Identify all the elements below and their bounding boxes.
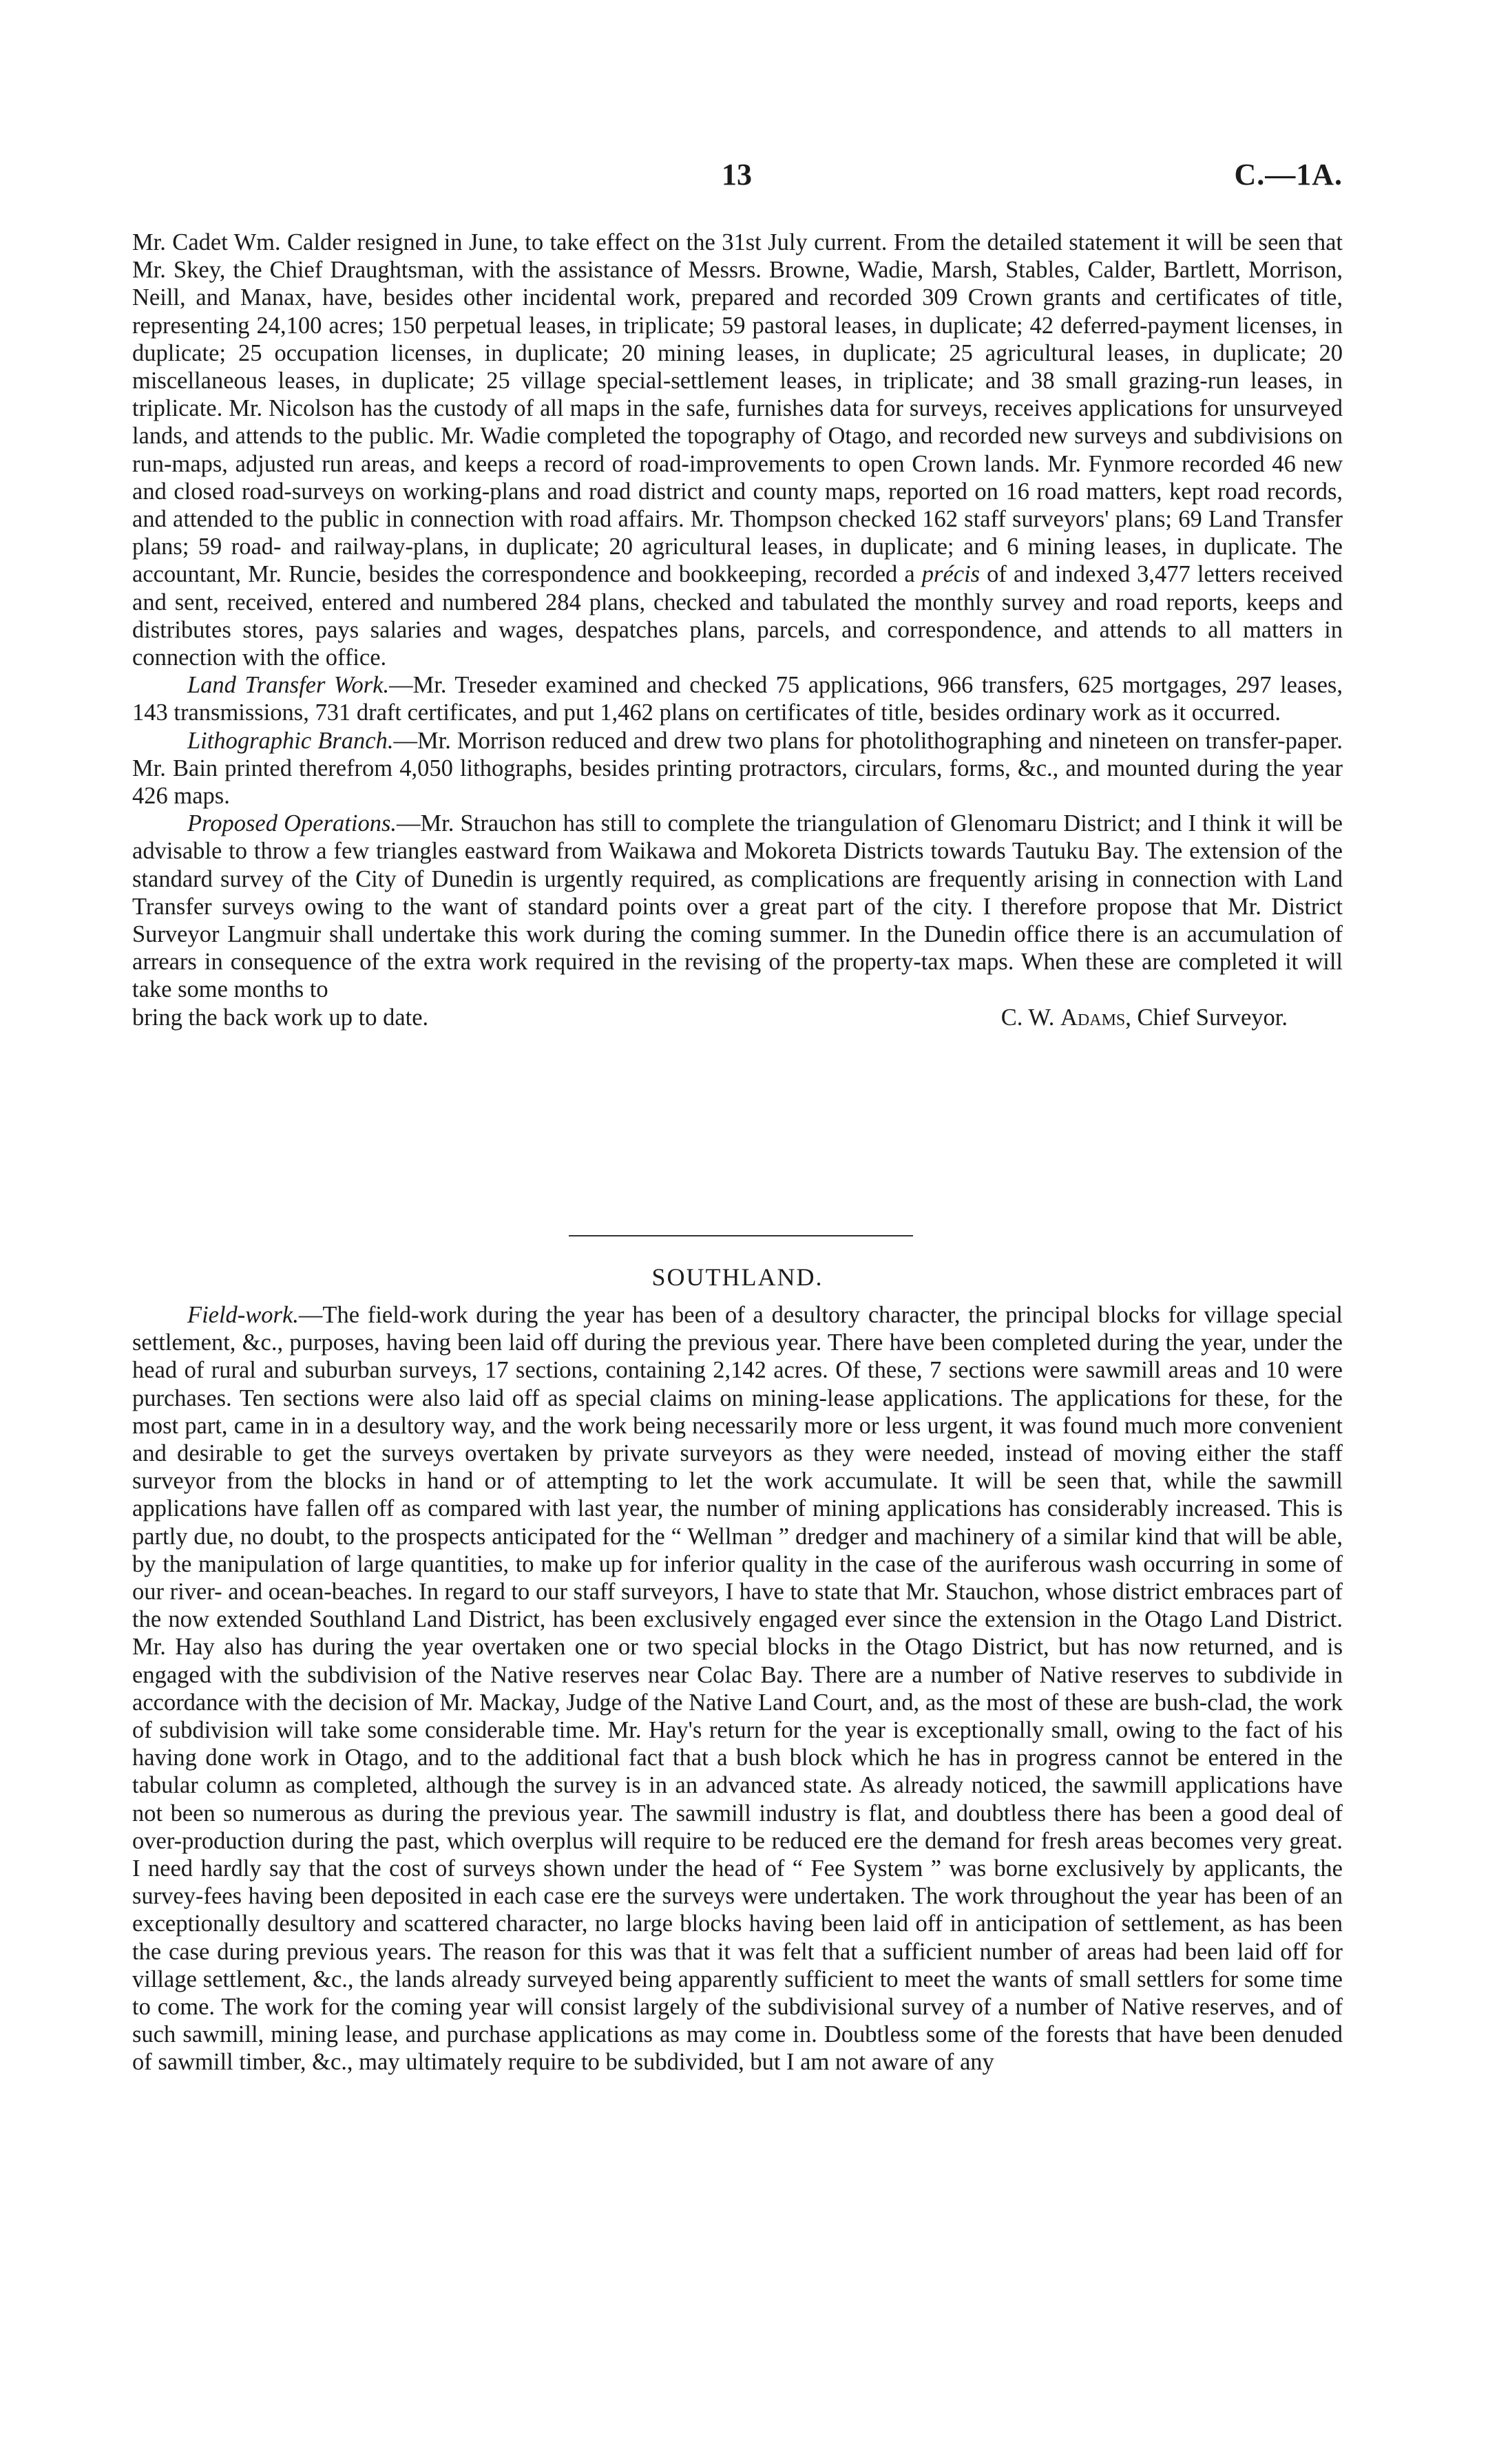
closing-sentence: bring the back work up to date. [132, 1004, 429, 1031]
signoff-line [132, 1004, 1343, 1031]
signature [1001, 1004, 1343, 1031]
field-work-paragraph [132, 1301, 1343, 2076]
field-work-heading: Field-work. [187, 1302, 299, 1328]
proposed-operations-heading: Proposed Operations. [187, 810, 397, 837]
staff-work-text-tail: of and indexed 3,477 letters received and sent, received, entered and numbered 284 plans, checked and tabulated the monthly survey and road reports, keeps and distributes stores, pays salaries and wages, despatches plans, parcels, and correspondence, and attends to all matters in connection with the office. [132, 561, 1343, 671]
page-number: 13 [722, 158, 752, 191]
precis-word: précis [921, 561, 981, 588]
section-divider [569, 1235, 913, 1236]
signature-title: Chief Surveyor. [1137, 1004, 1288, 1031]
otago-report-continued [132, 229, 1343, 1031]
signature-initials: C. W. [1000, 1004, 1055, 1031]
lithographic-text: —Mr. Morrison reduced and drew two plans for photolithographing and nineteen on transfer-paper. Mr. Bain printed therefrom 4,050 lithographs, besides printing protractors, circulars, forms, &c., and mounted during the year 426 maps. [132, 727, 1343, 810]
lithographic-heading: Lithographic Branch. [187, 727, 394, 754]
proposed-operations-text: —Mr. Strauchon has still to complete the triangulation of Glenomaru District; and I think it will be advisable to throw a few triangles eastward from Waikawa and Mokoreta Districts towards Tautuku Bay. The extension of the standard survey of the City of Dunedin is urgently required, as complications are frequently arising in connection with Land Transfer surveys owing to the want of standard points over a great part of the city. I therefore propose that Mr. District Surveyor Langmuir shall undertake this work during the coming summer. In the Dunedin office there is an accumulation of arrears in consequence of the extra work required in the revising of the property-tax maps. When these are completed it will take some months to [132, 810, 1343, 1003]
series-code: C.—1A. [1234, 158, 1343, 191]
proposed-operations-paragraph [132, 810, 1343, 1003]
land-transfer-text: —Mr. Treseder examined and checked 75 applications, 966 transfers, 625 mortgages, 297 leases, 143 transmissions, 731 draft certificates, and put 1,462 plans on certificates of title, besides ordinary work as it occurred. [132, 672, 1343, 726]
staff-work-text: Mr. Cadet Wm. Calder resigned in June, to take effect on the 31st July current. From the detailed statement it will be seen that Mr. Skey, the Chief Draughtsman, with the assistance of Messrs. Browne, Wadie, Marsh, Stables, Calder, Bartlett, Morrison, Neill, and Manax, have, besides other incidental work, prepared and recorded 309 Crown grants and certificates of title, representing 24,100 acres; 150 perpetual leases, in triplicate; 59 pastoral leases, in duplicate; 42 deferred-payment licenses, in duplicate; 25 occupation licenses, in duplicate; 20 mining leases, in duplicate; 25 agricultural leases, in duplicate; 20 miscellaneous leases, in duplicate; 25 village special-settlement leases, in triplicate; and 38 small grazing-run leases, in triplicate. Mr. Nicolson has the custody of all maps in the safe, furnishes data for surveys, receives applications for unsurveyed lands, and attends to the public. Mr. Wadie completed the topography of Otago, and recorded new surveys and subdivisions on run-maps, adjusted run areas, and keeps a record of road-improvements to open Crown lands. Mr. Fynmore recorded 46 new and closed road-surveys on working-plans and road district and county maps, reported on 16 road matters, kept road records, and attended to the public in connection with road affairs. Mr. Thompson checked 162 staff surveyors' plans; 69 Land Transfer plans; 59 road- and railway-plans, in duplicate; 20 agricultural leases, in duplicate; and 6 mining leases, in duplicate. The accountant, Mr. Runcie, besides the correspondence and bookkeeping, recorded a [132, 229, 1343, 588]
staff-work-paragraph [132, 229, 1343, 671]
page-header [131, 157, 1343, 198]
signature-surname: Adams, [1060, 1004, 1131, 1031]
southland-report [132, 1301, 1343, 2076]
southland-heading: SOUTHLAND. [651, 1263, 824, 1291]
lithographic-paragraph [132, 727, 1343, 810]
land-transfer-heading: Land Transfer Work. [187, 672, 390, 699]
field-work-text: —The field-work during the year has been of a desultory character, the principal blocks for village special settlement, &c., purposes, having been laid off during the previous year. There have been completed during the year, under the head of rural and suburban surveys, 17 sections, containing 2,142 acres. Of these, 7 sections were sawmill areas and 10 were purchases. Ten sections were also laid off as special claims on mining-lease applications. The applications for these, for the most part, came in in a desultory way, and the work being necessarily more or less urgent, it was found much more convenient and desirable to get the surveys overtaken by private surveyors as they were needed, instead of moving either the staff surveyor from the blocks in hand or of attempting to let the work accumulate. It will be seen that, while the sawmill applications have fallen off as compared with last year, the number of mining applications has considerably increased. This is partly due, no doubt, to the prospects anticipated for the “ Wellman ” dredger and machinery of a similar kind that will be able, by the manipulation of large quantities, to make up for inferior quality in the case of the auriferous wash occurring in some of our river- and ocean-beaches. In regard to our staff surveyors, I have to state that Mr. Stauchon, whose district embraces part of the now extended Southland Land District, has been exclusively engaged ever since the extension in the Otago Land District. Mr. Hay also has during the year overtaken one or two special blocks in the Otago District, but has now returned, and is engaged with the subdivision of the Native reserves near Colac Bay. There are a number of Native reserves to subdivide in accordance with the decision of Mr. Mackay, Judge of the Native Land Court, and, as the most of these are bush-clad, the work of subdivision will take some considerable time. Mr. Hay's return for the year is exceptionally small, owing to the fact of his having done work in Otago, and to the additional fact that a bush block which he has in progress cannot be entered in the tabular column as completed, although the survey is in an advanced state. As already noticed, the sawmill applications have not been so numerous as during the previous year. The sawmill industry is flat, and doubtless there has been a good deal of over-production during the past, which overplus will require to be reduced ere the demand for fresh areas becomes very great. I need hardly say that the cost of surveys shown under the head of “ Fee System ” was borne exclusively by applicants, the survey-fees having been deposited in each case ere the surveys were undertaken. The work throughout the year has been of an exceptionally desultory and scattered character, no large blocks having been laid off in anticipation of settlement, as has been the case during previous years. The reason for this was that it was felt that a sufficient number of areas had been laid off for village settlement, &c., the lands already surveyed being apparently sufficient to meet the wants of small settlers for some time to come. The work for the coming year will consist largely of the subdivisional survey of a number of Native reserves, and of such sawmill, mining lease, and purchase applications as may come in. Doubtless some of the forests that have been denuded of sawmill timber, &c., may ultimately require to be subdivided, but I am not aware of any [132, 1302, 1343, 2076]
land-transfer-paragraph [132, 671, 1343, 726]
